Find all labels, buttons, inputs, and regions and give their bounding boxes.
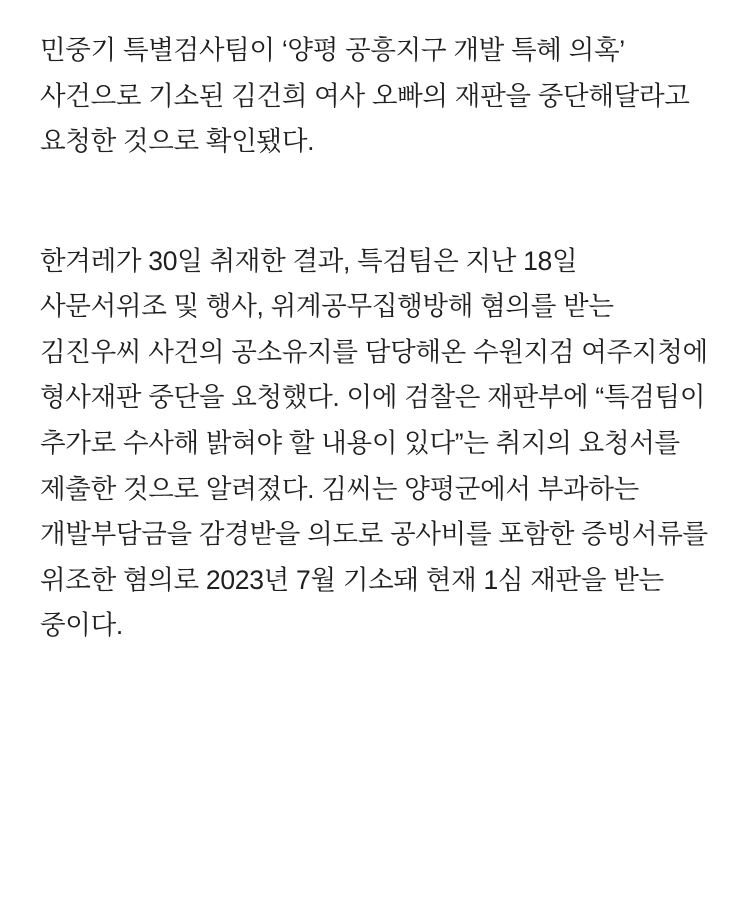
- article-paragraph-2: 한겨레가 30일 취재한 결과, 특검팀은 지난 18일 사문서위조 및 행사, 위계공무집행방해 혐의를 받는 김진우씨 사건의 공소유지를 담당해온 수원지검 여주지청에 형사재판 중단을 요청했다. 이에 검찰은 재판부에 “특검팀이 추가로 수사해 밝혀야 할 내용이 있다”는 취지의 요청서를 제출한 것으로 알려졌다. 김씨는 양평군에서 부과하는 개발부담금을 감경받을 의도로 공사비를 포함한 증빙서류를 위조한 혐의로 2023년 7월 기소돼 현재 1심 재판을 받는 중이다.: [40, 245, 708, 641]
- article-paragraph-1: 민중기 특별검사팀이 ‘양평 공흥지구 개발 특혜 의혹’ 사건으로 기소된 김건희 여사 오빠의 재판을 중단해달라고 요청한 것으로 확인됐다.: [40, 35, 690, 157]
